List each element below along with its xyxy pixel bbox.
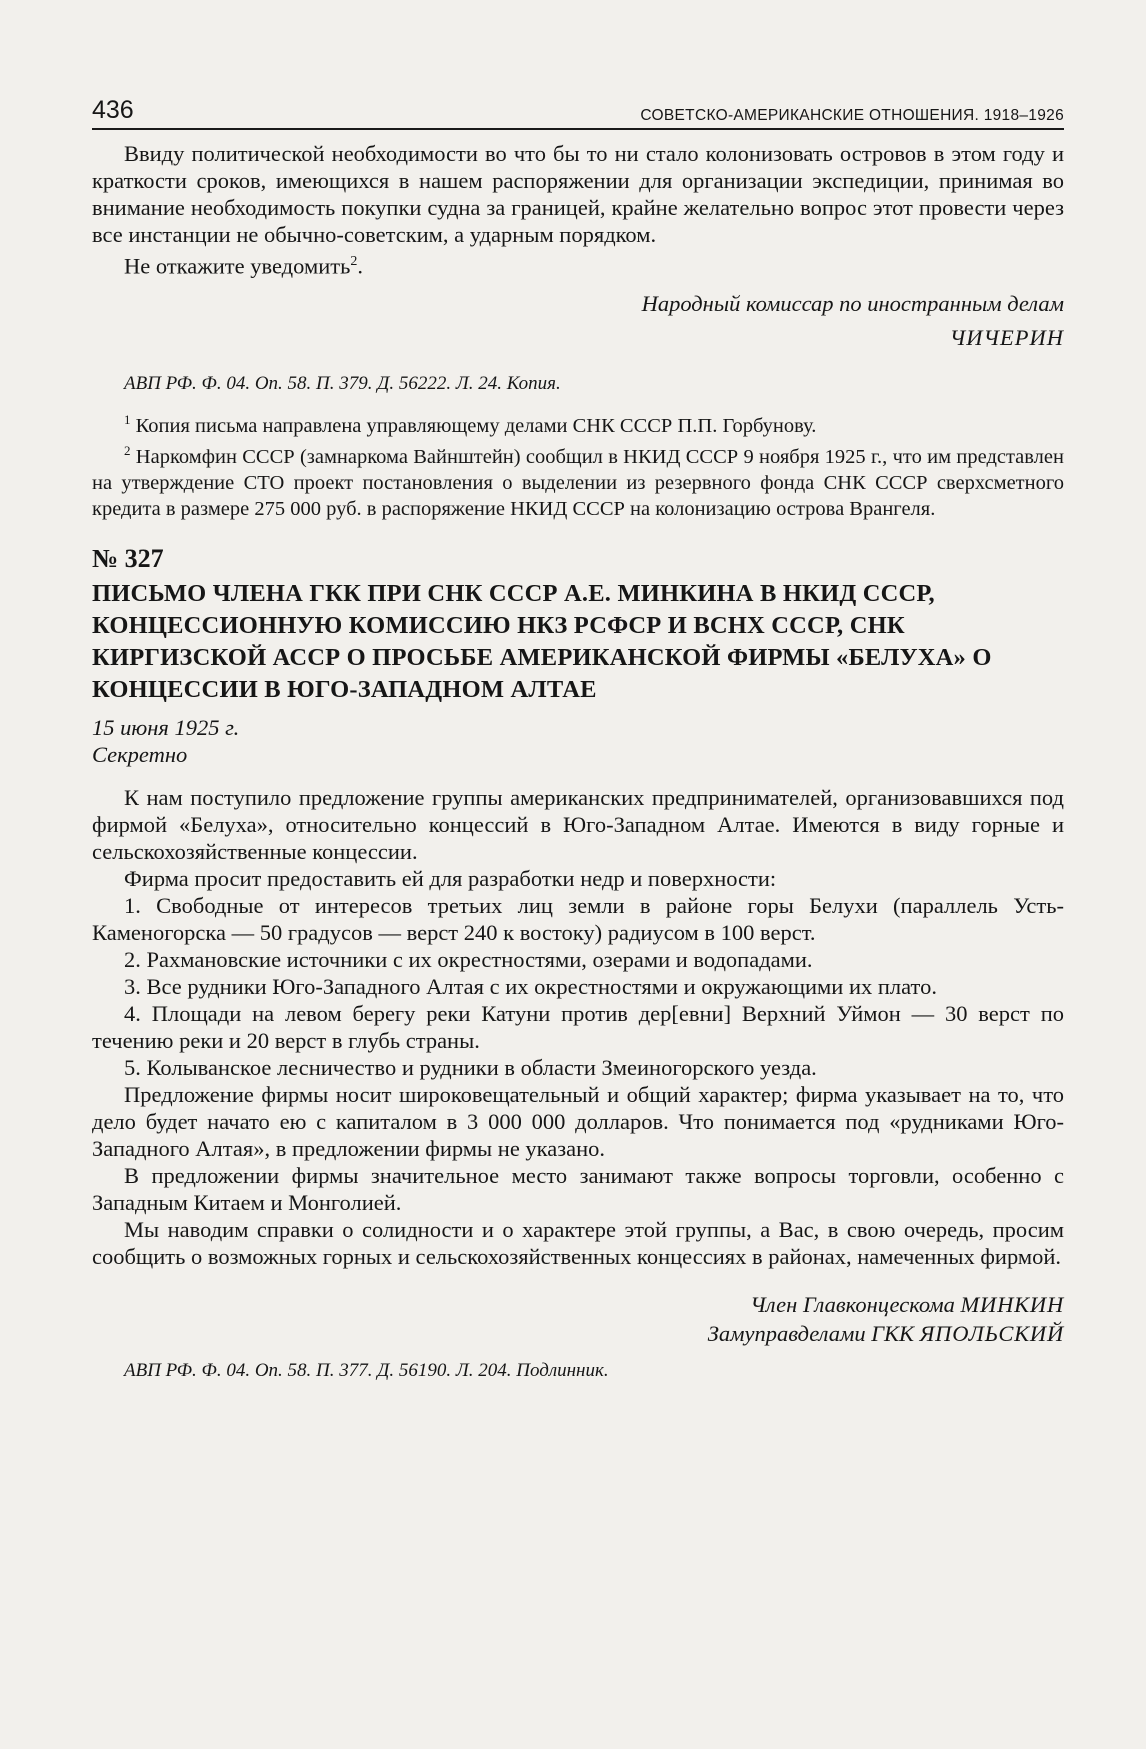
- document-title: ПИСЬМО ЧЛЕНА ГКК ПРИ СНК СССР А.Е. МИНКИНА В НКИД СССР, КОНЦЕССИОННУЮ КОМИССИЮ НКЗ РСФСР И ВСНХ СССР, СНК КИРГИЗСКОЙ АССР О ПРОСЬБЕ АМЕРИКАНСКОЙ ФИРМЫ «БЕЛУХА» О КОНЦЕССИИ В ЮГО-ЗАПАДНОМ АЛТАЕ: [92, 580, 992, 704]
- list-item: 4. Площади на левом берегу реки Катуни против дер[евни] Верхний Уймон — 30 верст по течению реки и 20 верст в глубь страны.: [92, 1001, 1064, 1054]
- signer-name: МИНКИН: [960, 1292, 1064, 1318]
- paragraph: Не откажите уведомить$^2$.: [124, 253, 363, 279]
- book-title: СОВЕТСКО-АМЕРИКАНСКИЕ ОТНОШЕНИЯ. 1918–1926: [640, 107, 1064, 124]
- footnote: $^2$ Наркомфин СССР (замнаркома Вайнштейн) сообщил в НКИД СССР 9 ноября 1925 г., что им представлен на утверждение СТО проект постановления о выделении из резервного фонда СНК СССР сверхсметного кредита в размере 275 000 руб. в распоряжение НКИД СССР на колонизацию острова Врангеля.: [92, 443, 1064, 521]
- page-number: 436: [92, 96, 134, 124]
- archive-reference: АВП РФ. Ф. 04. Оп. 58. П. 379. Д. 56222. Л. 24. Копия.: [124, 372, 561, 394]
- paragraph: Мы наводим справки о солидности и о характере этой группы, а Вас, в свою очередь, просим сообщить о возможных горных и сельскохозяйственных концессиях в районах, намеченных фирмой.: [92, 1217, 1064, 1270]
- paragraph: Предложение фирмы носит широковещательный и общий характер; фирма указывает на то, что дело будет начато ею с капиталом в 3 000 000 долларов. Что понимается под «рудниками Юго-Западного Алтая», в предложении фирмы не указано.: [92, 1082, 1064, 1162]
- footnotes: [92, 407, 1064, 523]
- signer-name: ЧИЧЕРИН: [949, 324, 1064, 350]
- signature-line: Член Главконцескома МИНКИН: [750, 1292, 1064, 1318]
- paragraph: К нам поступило предложение группы американских предпринимателей, организовавшихся под фирмой «Белуха», относительно концессий в Юго-Западном Алтае. Имеются в виду горные и сельскохозяйственные концессии.: [92, 785, 1064, 865]
- document-number: № 327: [92, 544, 164, 574]
- list-item: 2. Рахмановские источники с их окрестностями, озерами и водопадами.: [124, 947, 813, 973]
- secrecy-mark: Секретно: [92, 742, 188, 768]
- footnote-ref: 2: [350, 254, 358, 269]
- book-page: [92, 96, 1064, 1382]
- signer-name: ЯПОЛЬСКИЙ: [919, 1321, 1064, 1347]
- archive-reference: АВП РФ. Ф. 04. Оп. 58. П. 377. Д. 56190. Л. 204. Подлинник.: [124, 1360, 609, 1382]
- signature-line: Замуправделами ГКК ЯПОЛЬСКИЙ: [707, 1321, 1064, 1347]
- signer-role: Народный комиссар по иностранным делам: [641, 290, 1064, 316]
- list-item: 1. Свободные от интересов третьих лиц земли в районе горы Белухи (параллель Усть-Каменогорска — 50 градусов — верст 240 к востоку) радиусом в 100 верст.: [92, 893, 1064, 946]
- list-item: 5. Колыванское лесничество и рудники в области Змеиногорского уезда.: [124, 1055, 817, 1081]
- list-item: 3. Все рудники Юго-Западного Алтая с их окрестностями и окружающими их плато.: [124, 974, 937, 1000]
- previous-document-end: [92, 140, 1064, 280]
- document-body: [92, 784, 1064, 1270]
- paragraph: Ввиду политической необходимости во что бы то ни стало колонизовать островов в этом году и краткости сроков, имеющихся в нашем распоряжении для организации экспедиции, принимая во внимание необходимость покупки судна за границей, крайне желательно вопрос этот провести через все инстанции не обычно-советским, а ударным порядком.: [92, 141, 1064, 247]
- paragraph: Фирма просит предоставить ей для разработки недр и поверхности:: [124, 866, 777, 892]
- document-date: 15 июня 1925 г.: [92, 715, 240, 741]
- footnote: $^1$ Копия письма направлена управляющему делами СНК СССР П.П. Горбунову.: [124, 411, 817, 437]
- paragraph: В предложении фирмы значительное место занимают также вопросы торговли, особенно с Западным Китаем и Монголией.: [92, 1163, 1064, 1216]
- running-head: [92, 96, 1064, 130]
- signatures: [92, 1290, 1064, 1348]
